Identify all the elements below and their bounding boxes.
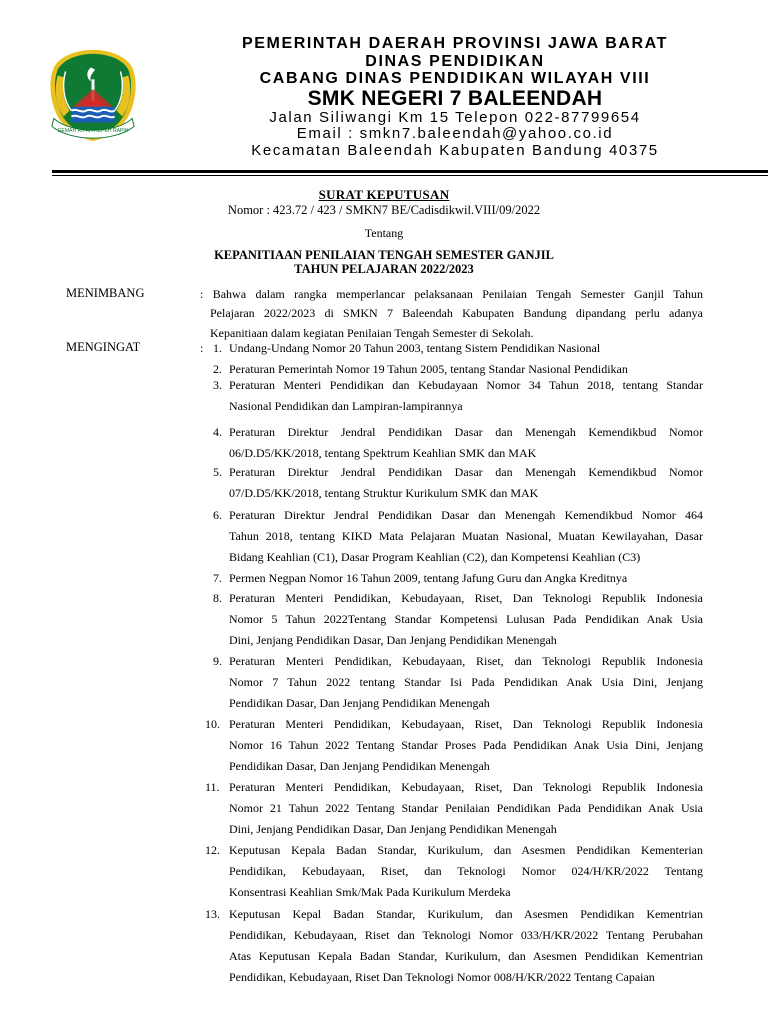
decree-title: SURAT KEPUTUSAN: [318, 187, 450, 202]
decree-subject-2: TAHUN PELAJARAN 2022/2023: [294, 262, 474, 276]
jawa-barat-emblem-icon: [44, 46, 142, 144]
menimbang-line: Kepanitiaan dalam kegiatan Penilaian Tengah Semester di Sekolah.: [210, 326, 534, 340]
decree-number: Nomor : 423.72 / 423 / SMKN7 BE/Cadisdikwil.VIII/09/2022: [227, 203, 541, 217]
mengingat-item-number: 11.: [205, 780, 220, 794]
mengingat-item-line: Peraturan Pemerintah Nomor 19 Tahun 2005, tentang Standar Nasional Pendidikan: [229, 362, 628, 376]
decree-about: Tentang: [364, 226, 404, 240]
mengingat-item-line: Peraturan Direktur Jendral Pendidikan Dasar dan Menengah Kemendikbud Nomor 464: [229, 508, 703, 522]
mengingat-item-line: Nomor 21 Tahun 2022 Tentang Standar Penilaian Pendidikan Pada Pendidikan Anak Usia: [229, 801, 703, 815]
mengingat-item-line: Peraturan Menteri Pendidikan dan Kebudayaan Nomor 34 Tahun 2018, tentang Standar: [229, 378, 703, 392]
emblem-motto: GEMAH RIPAH REPEH RAPIH: [57, 128, 129, 135]
mengingat-item-number: 6.: [213, 508, 222, 522]
letterhead-rule-thin: [52, 175, 768, 176]
mengingat-label: MENGINGAT: [66, 340, 141, 354]
mengingat-item-line: Dini, Jenjang Pendidikan Dasar, Dan Jenjang Pendidikan Menengah: [229, 822, 557, 836]
menimbang-label: MENIMBANG: [66, 286, 145, 300]
mengingat-item-line: Peraturan Menteri Pendidikan, Kebudayaan, Riset, Dan Teknologi Republik Indonesia: [229, 780, 703, 794]
mengingat-item-number: 4.: [213, 425, 222, 439]
mengingat-item-line: Nasional Pendidikan dan Lampiran-lampirannya: [229, 399, 463, 413]
mengingat-item-line: Peraturan Menteri Pendidikan, Kebudayaan, Riset, Dan Teknologi Republik Indonesia: [229, 591, 703, 605]
mengingat-item-number: 12.: [205, 843, 220, 857]
decree-subject-1: KEPANITIAAN PENILAIAN TENGAH SEMESTER GANJIL: [214, 248, 554, 262]
mengingat-item-line: Nomor 16 Tahun 2022 Tentang Standar Proses Pada Pendidikan Anak Usia Dini, Jenjang: [229, 738, 703, 752]
school-district: Kecamatan Baleendah Kabupaten Bandung 40375: [251, 142, 659, 159]
mengingat-item-line: Peraturan Menteri Pendidikan, Kebudayaan, Riset, Dan Teknologi Republik Indonesia: [229, 717, 703, 731]
school-email: Email : smkn7.baleendah@yahoo.co.id: [296, 125, 614, 142]
school-name: SMK NEGERI 7 BALEENDAH: [307, 87, 603, 110]
school-address: Jalan Siliwangi Km 15 Telepon 022-87799654: [269, 109, 641, 126]
mengingat-item-line: Nomor 7 Tahun 2022 tentang Standar Isi Pada Pendidikan Anak Usia Dini, Jenjang: [229, 675, 703, 689]
menimbang-line: : Bahwa dalam rangka memperlancar pelaksanaan Penilaian Tengah Semester Ganjil Tahun: [200, 287, 703, 301]
mengingat-item-line: Undang-Undang Nomor 20 Tahun 2003, tentang Sistem Pendidikan Nasional: [229, 341, 601, 355]
mengingat-item-line: 06/D.D5/KK/2018, tentang Spektrum Keahlian SMK dan MAK: [229, 446, 537, 460]
mengingat-item-line: Keputusan Kepal Badan Standar, Kurikulum, dan Asesmen Pendidikan Kementrian: [229, 907, 703, 921]
mengingat-item-number: 2.: [213, 362, 222, 376]
letterhead-rule-thick: [52, 170, 768, 173]
mengingat-item-number: 8.: [213, 591, 222, 605]
mengingat-item-line: Permen Negpan Nomor 16 Tahun 2009, tentang Jafung Guru dan Angka Kreditnya: [229, 571, 628, 585]
mengingat-item-line: Dini, Jenjang Pendidikan Dasar, Dan Jenjang Pendidikan Menengah: [229, 633, 557, 647]
menimbang-line: Pelajaran 2022/2023 di SMKN 7 Baleendah Kabupaten Bandung dipandang perlu adanya: [210, 306, 703, 320]
mengingat-item-line: Bidang Keahlian (C1), Dasar Program Keahlian (C2), dan Kompetensi Keahlian (C3): [229, 550, 641, 564]
mengingat-colon: :: [200, 341, 204, 355]
mengingat-item-line: Keputusan Kepala Badan Standar, Kurikulum, dan Asesmen Pendidikan Kementerian: [229, 843, 703, 857]
mengingat-item-line: Pendidikan Dasar, Dan Jenjang Pendidikan Menengah: [229, 759, 490, 773]
mengingat-item-number: 9.: [213, 654, 222, 668]
mengingat-item-line: Pendidikan Dasar, Dan Jenjang Pendidikan Menengah: [229, 696, 490, 710]
mengingat-item-line: Pendidikan, Kebudayaan, Riset Dan Teknologi Nomor 008/H/KR/2022 Tentang Capaian: [229, 970, 655, 984]
mengingat-item-number: 3.: [213, 378, 222, 392]
mengingat-item-line: Konsentrasi Keahlian Smk/Mak Pada Kurikulum Merdeka: [229, 885, 511, 899]
mengingat-item-line: Peraturan Direktur Jendral Pendidikan Dasar dan Menengah Kemendikbud Nomor: [229, 465, 703, 479]
mengingat-item-number: 7.: [213, 571, 222, 585]
mengingat-item-line: 07/D.D5/KK/2018, tentang Struktur Kurikulum SMK dan MAK: [229, 486, 539, 500]
mengingat-item-number: 13.: [205, 907, 220, 921]
mengingat-item-line: Peraturan Menteri Pendidikan, Kebudayaan, Riset, dan Teknologi Republik Indonesia: [229, 654, 703, 668]
branch-name: CABANG DINAS PENDIDIKAN WILAYAH VIII: [259, 70, 651, 87]
agency-name: DINAS PENDIDIKAN: [365, 53, 545, 70]
mengingat-item-line: Pendidikan, Kebudayaan, Riset, dan Teknologi Nomor 024/H/KR/2022 Tentang: [229, 864, 703, 878]
mengingat-item-number: 10.: [205, 717, 220, 731]
mengingat-item-number: 1.: [213, 341, 222, 355]
mengingat-item-line: Nomor 5 Tahun 2022Tentang Standar Kompetensi Lulusan Pada Pendidikan Anak Usia: [229, 612, 703, 626]
mengingat-item-line: Atas Keputusan Kepala Badan Standar, Kurikulum, dan Asesmen Pendidikan Kementrian: [229, 949, 703, 963]
mengingat-item-line: Pendidikan, Kebudayaan, Riset dan Teknologi Nomor 033/H/KR/2022 Tentang Perubahan: [229, 928, 703, 942]
mengingat-item-line: Tahun 2018, tentang KIKD Mata Pelajaran Muatan Nasional, Muatan Kewilayahan, Dasar: [229, 529, 703, 543]
mengingat-item-line: Peraturan Direktur Jendral Pendidikan Dasar dan Menengah Kemendikbud Nomor: [229, 425, 703, 439]
gov-name: PEMERINTAH DAERAH PROVINSI JAWA BARAT: [241, 35, 669, 52]
mengingat-item-number: 5.: [213, 465, 222, 479]
